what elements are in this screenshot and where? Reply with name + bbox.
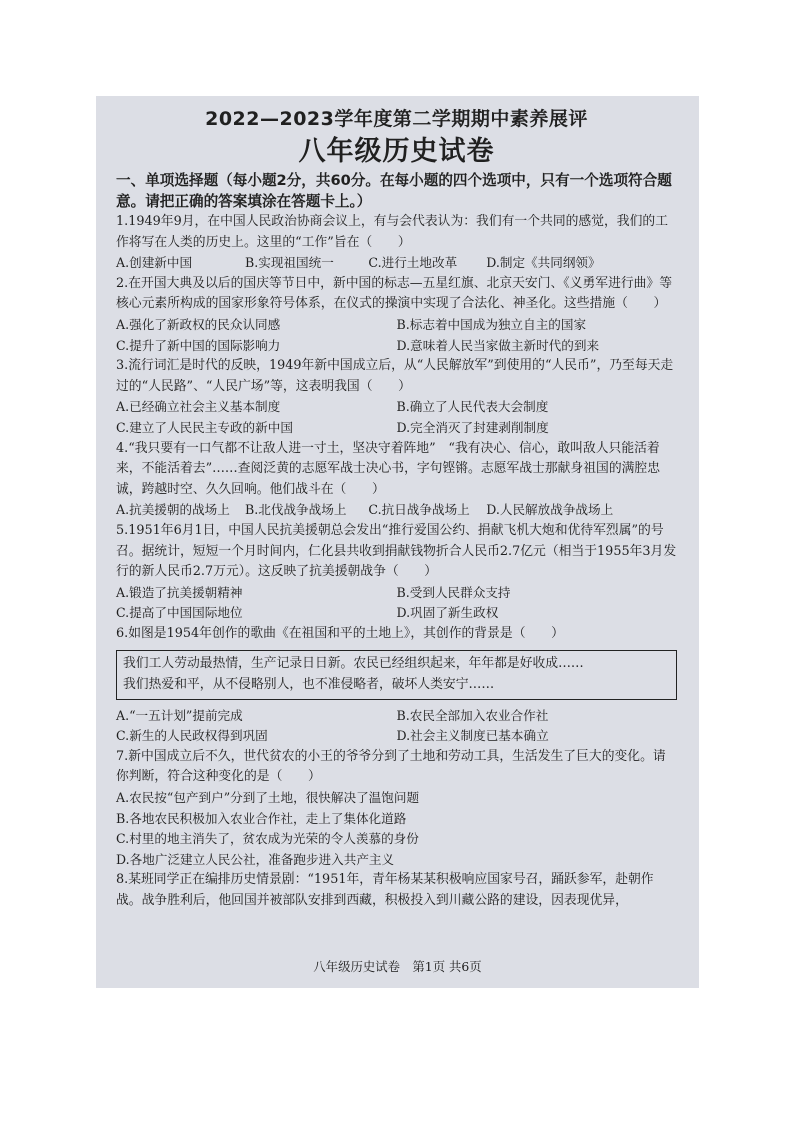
question-3-options-row-1 [116,397,677,418]
question-2-stem: 2.在开国大典及以后的国庆等节日中，新中国的标志—五星红旗、北京天安门、《义勇军进行曲》等核心元素所构成的国家形象符号体系，在仪式的操演中实现了合法化、神圣化。这些措施（ ） [116,275,673,312]
question-1-stem: 1.1949年9月，在中国人民政治协商会议上，有与会代表认为：我们有一个共同的感觉，我们的工作将写在人类的历史上。这里的“工作”旨在（ ） [116,214,668,250]
question-6-options-row-1 [116,706,677,727]
question-5-options-row-2 [116,603,677,624]
question-8-stem: 8.某班同学正在编排历史情景剧：“1951年，青年杨某某积极响应国家号召，踊跃参军，赴朝作战。战争胜利后，他回国并被部队安排到西藏，积极投入到川藏公路的建设，因表现优异， [116,872,654,908]
option-c: C.新生的人民政权得到巩固 [116,728,268,744]
option-c: C.提高了中国国际地位 [116,605,243,621]
option-c: C.建立了人民民主专政的新中国 [116,419,293,435]
option-b: B.实现祖国统一 [245,255,334,271]
option-b: B.确立了人民代表大会制度 [396,399,549,415]
exam-page [96,96,699,988]
option-a: A.强化了新政权的民众认同感 [116,316,281,332]
option-b: B.农民全部加入农业合作社 [396,707,549,723]
question-7-option-d: D.各地广泛建立人民公社，准备跑步进入共产主义 [116,851,395,867]
option-a: A.抗美援朝的战场上 [116,502,230,518]
question-7-option-a: A.农民按“包产到户”分到了土地，很快解决了温饱问题 [116,790,420,806]
page-footer: 八年级历史试卷 第1页 共6页 [313,959,482,974]
option-d: D.巩固了新生政权 [396,605,499,621]
question-5-stem: 5.1951年6月1日，中国人民抗美援朝总会发出“推行爱国公约、捐献飞机大炮和优待军烈属”的号召。据统计，短短一个月时间内，仁化县共收到捐献钱物折合人民币2.7亿元（相当于1955年3月发行的新人民币2.7万元）。这反映了抗美援朝战争（ ） [116,522,677,580]
question-7-option-c: C.村里的地主消失了，贫农成为光荣的令人羡慕的身份 [116,831,419,847]
question-5-options-row-1 [116,583,677,604]
option-a: A.锻造了抗美援朝精神 [116,584,243,600]
question-7-stem: 7.新中国成立后不久，世代贫农的小王的爷爷分到了土地和劳动工具，生活发生了巨大的变化。请你判断，符合这种变化的是（ ） [116,748,666,785]
question-6-stem: 6.如图是1954年创作的歌曲《在祖国和平的土地上》，其创作的背景是（ ） [116,625,564,641]
question-3-options-row-2 [116,418,677,439]
question-4-stem: 4.“我只要有一口气都不让敌人进一寸土，坚决守着阵地” “我有决心、信心，敢叫敌人只能活着来，不能活着去”……查阅泛黄的志愿军战士决心书，字句铿锵。志愿军战士那献身祖国的满腔忠诚，跨越时空、久久回响。他们战斗在（ ） [116,440,661,497]
song-lyrics-box [116,650,677,699]
question-7-option-b: B.各地农民积极加入农业合作社，走上了集体化道路 [116,810,407,826]
option-d: D.社会主义制度已基本确立 [396,728,549,744]
lyrics-line-1: 我们工人劳动最热情，生产记录日日新。农民已经组织起来，年年都是好收成…… [123,656,584,672]
question-2-options-row-1 [116,315,677,336]
option-b: B.北伐战争战场上 [245,502,347,518]
option-c: C.抗日战争战场上 [368,502,470,518]
option-b: B.标志着中国成为独立自主的国家 [396,316,587,332]
option-d: D.人民解放战争战场上 [486,502,614,518]
question-6-options-row-2 [116,726,677,747]
option-b: B.受到人民群众支持 [396,584,511,600]
exam-subtitle: 八年级历史试卷 [298,136,495,167]
question-2-options-row-2 [116,336,677,357]
option-c: C.提升了新中国的国际影响力 [116,337,281,353]
option-a: A.“一五计划”提前完成 [116,707,243,723]
option-d: D.意味着人民当家做主新时代的到来 [396,337,600,353]
exam-title: 2022—2023学年度第二学期期中素养展评 [205,108,588,130]
question-4-options [116,500,677,521]
question-1-options [116,253,677,274]
option-a: A.创建新中国 [116,255,193,271]
option-a: A.已经确立社会主义基本制度 [116,399,281,415]
option-d: D.制定《共同纲领》 [486,255,601,271]
option-d: D.完全消灭了封建剥削制度 [396,419,549,435]
question-3-stem: 3.流行词汇是时代的反映，1949年新中国成立后，从“人民解放军”到使用的“人民币”，乃至每天走过的“人民路”、“人民广场”等，这表明我国（ ） [116,358,674,394]
option-c: C.进行土地改革 [368,255,458,271]
section-heading: 一、单项选择题（每小题2分，共60分。在每小题的四个选项中，只有一个选项符合题意。请把正确的答案填涂在答题卡上。） [116,172,672,210]
lyrics-line-2: 我们热爱和平，从不侵略别人，也不准侵略者，破坏人类安宁…… [123,677,495,693]
